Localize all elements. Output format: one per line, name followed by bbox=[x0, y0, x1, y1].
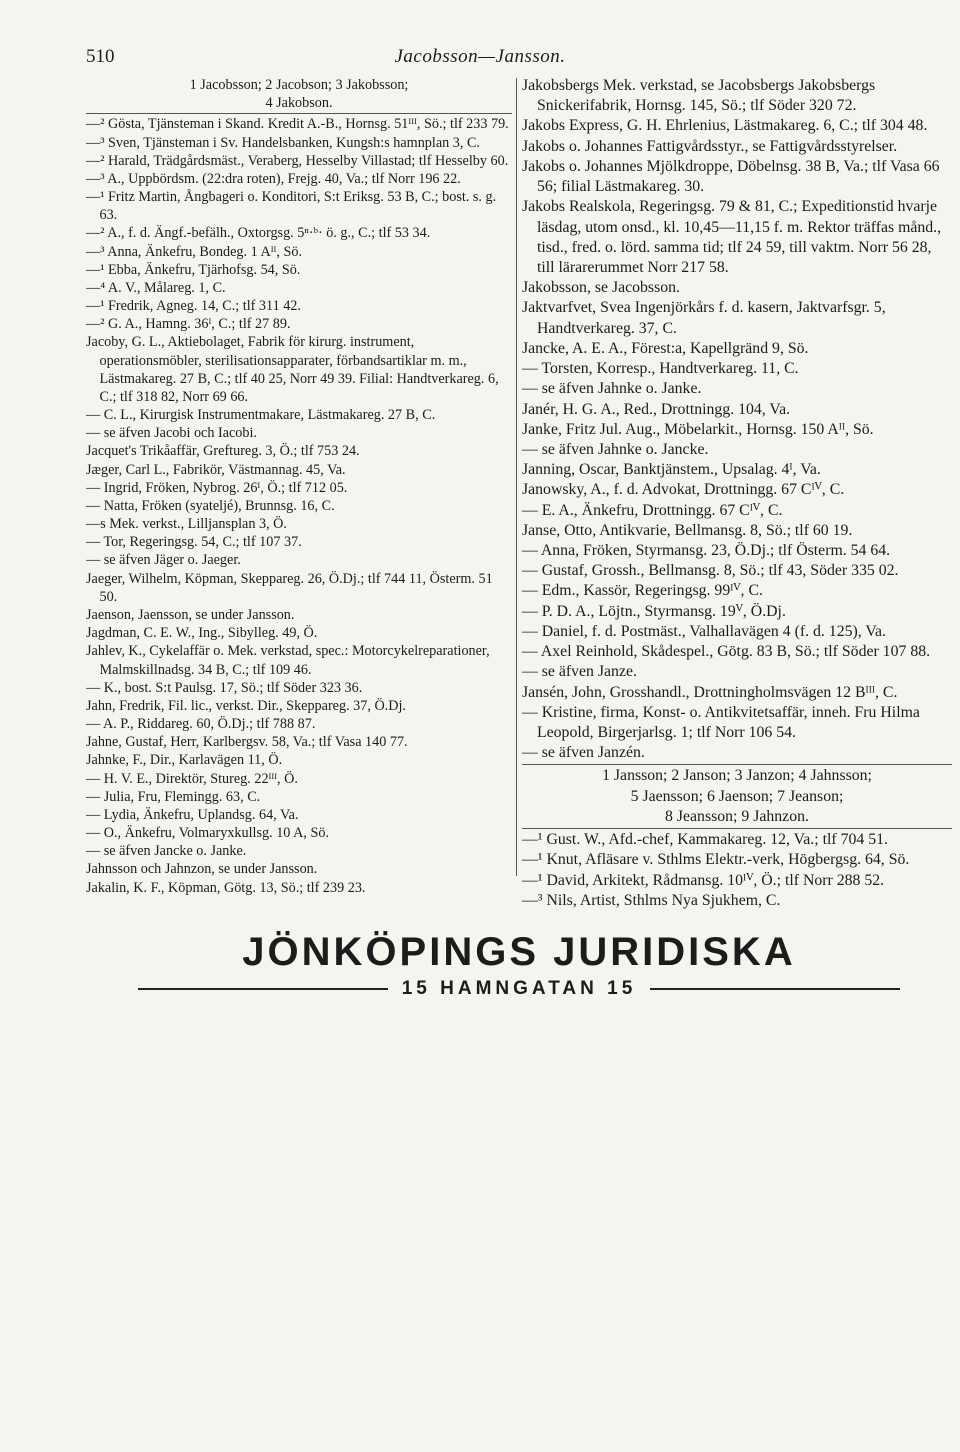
directory-entry: Jacoby, G. L., Aktiebolaget, Fabrik för kirurg. instrument, operationsmöbler, sterilisationsapparater, förbandsartiklar m. m., Lästmakareg. 27 B, C.; tlf 40 25, Norr 49 39. Filial: Handtverkareg. 6, C.; tlf 318 82, Norr 69 66. bbox=[86, 334, 499, 405]
directory-entry: — Gustaf, Grossh., Bellmansg. 8, Sö.; tlf 43, Söder 335 02. bbox=[522, 562, 899, 580]
directory-entry: Jacquet's Trikåaffär, Greftureg. 3, Ö.; tlf 753 24. bbox=[86, 443, 360, 460]
directory-entry: —¹ Fritz Martin, Ångbageri o. Konditori, S:t Eriksg. 53 B, C.; bost. s. g. 63. bbox=[86, 189, 497, 224]
directory-entry: Jakobs o. Johannes Mjölkdroppe, Döbelnsg. 38 B, Va.; tlf Vasa 66 56; filial Lästmakareg. 30. bbox=[522, 157, 940, 196]
directory-entry: —³ Anna, Änkefru, Bondeg. 1 Aᴵᴵ, Sö. bbox=[86, 243, 303, 260]
directory-entry: — Julia, Fru, Flemingg. 63, C. bbox=[86, 788, 261, 805]
directory-entry: Janowsky, A., f. d. Advokat, Drottningg. 67 Cᴵⱽ, C. bbox=[522, 481, 845, 499]
directory-entry: Janse, Otto, Antikvarie, Bellmansg. 8, Sö.; tlf 60 19. bbox=[522, 521, 853, 539]
directory-entry: Jakobsson, se Jacobsson. bbox=[522, 279, 680, 297]
directory-entry: Janér, H. G. A., Red., Drottningg. 104, Va. bbox=[522, 400, 791, 418]
directory-entry: — Kristine, firma, Konst- o. Antikvitetsaffär, inneh. Fru Hilma Leopold, Birgerjarlsg. 1; tlf Norr 106 54. bbox=[522, 703, 920, 741]
directory-entry: — E. A., Änkefru, Drottningg. 67 Cᴵⱽ, C. bbox=[522, 501, 783, 519]
directory-entry: 8 Jeansson; 9 Jahnzon. bbox=[665, 807, 809, 825]
directory-entry: — H. V. E., Direktör, Stureg. 22ᴵᴵᴵ, Ö. bbox=[86, 770, 298, 787]
directory-entry: —s Mek. verkst., Lilljansplan 3, Ö. bbox=[86, 516, 287, 533]
directory-entry: — K., bost. S:t Paulsg. 17, Sö.; tlf Söder 323 36. bbox=[86, 679, 363, 696]
directory-entry: Jaktvarfvet, Svea Ingenjörkårs f. d. kasern, Jaktvarfsgr. 5, Handtverkareg. 37, C. bbox=[522, 299, 886, 337]
directory-entry: Janke, Fritz Jul. Aug., Möbelarkit., Hornsg. 150 Aᴵᴵ, Sö. bbox=[522, 420, 874, 438]
directory-entry: — se äfven Jahnke o. Janke. bbox=[522, 380, 702, 398]
right-column bbox=[522, 76, 952, 911]
directory-entry: Janning, Oscar, Banktjänstem., Upsalag. 4ᴵ, Va. bbox=[522, 461, 821, 479]
directory-entry: Jahn, Fredrik, Fil. lic., verkst. Dir., Skeppareg. 37, Ö.Dj. bbox=[86, 697, 406, 714]
page-number: 510 bbox=[86, 46, 115, 67]
directory-entry: Jahlev, K., Cykelaffär o. Mek. verkstad, spec.: Motorcykelreparationer, Malmskillnadsg. 34 B, C.; tlf 109 46. bbox=[86, 643, 490, 678]
column-divider bbox=[516, 78, 517, 876]
directory-entry: Jæger, Carl L., Fabrikör, Västmannag. 45, Va. bbox=[86, 461, 346, 478]
directory-entry: — se äfven Jancke o. Janke. bbox=[86, 843, 247, 860]
page-header bbox=[86, 46, 874, 72]
directory-entry: Jagdman, C. E. W., Ing., Sibylleg. 49, Ö. bbox=[86, 625, 318, 642]
directory-entry: — Anna, Fröken, Styrmansg. 23, Ö.Dj.; tlf Österm. 54 64. bbox=[522, 542, 891, 560]
directory-entry: —¹ Knut, Afläsare v. Sthlms Elektr.-verk, Högbergsg. 64, Sö. bbox=[522, 851, 910, 869]
directory-entry: 4 Jakobson. bbox=[265, 95, 333, 112]
rule-left bbox=[138, 988, 388, 990]
directory-entry: Jakalin, K. F., Köpman, Götg. 13, Sö.; tlf 239 23. bbox=[86, 879, 366, 896]
rule-right bbox=[650, 988, 900, 990]
directory-entry: — Daniel, f. d. Postmäst., Valhallavägen 4 (f. d. 125), Va. bbox=[522, 622, 886, 640]
directory-entry: — Lydia, Änkefru, Uplandsg. 64, Va. bbox=[86, 806, 299, 823]
directory-entry: — Axel Reinhold, Skådespel., Götg. 83 B, Sö.; tlf Söder 107 88. bbox=[522, 643, 931, 661]
directory-entry: — se äfven Jahnke o. Jancke. bbox=[522, 440, 709, 458]
directory-entry: — Torsten, Korresp., Handtverkareg. 11, C. bbox=[522, 360, 799, 378]
directory-entry: 1 Jansson; 2 Janson; 3 Janzon; 4 Jahnsson; bbox=[602, 767, 872, 785]
advertisement bbox=[86, 930, 952, 1000]
directory-entry: — se äfven Janzén. bbox=[522, 744, 645, 762]
directory-entry: —⁴ A. V., Målareg. 1, C. bbox=[86, 279, 226, 296]
directory-entry: Jaenson, Jaensson, se under Jansson. bbox=[86, 606, 295, 623]
directory-entry: — se äfven Janze. bbox=[522, 663, 637, 681]
directory-entry: Jaeger, Wilhelm, Köpman, Skeppareg. 26, Ö.Dj.; tlf 744 11, Österm. 51 50. bbox=[86, 570, 493, 605]
advertisement-name: JÖNKÖPINGS JURIDISKA bbox=[242, 930, 796, 974]
left-column bbox=[86, 76, 512, 897]
directory-entry: Jakobsbergs Mek. verkstad, se Jacobsbergs Jakobsbergs Snickerifabrik, Hornsg. 145, Sö.; tlf Söder 320 72. bbox=[522, 77, 876, 115]
directory-entry: — Ingrid, Fröken, Nybrog. 26ᴵ, Ö.; tlf 712 05. bbox=[86, 479, 348, 496]
directory-entry: — C. L., Kirurgisk Instrumentmakare, Lästmakareg. 27 B, C. bbox=[86, 407, 436, 424]
directory-entry: — Edm., Kassör, Regeringsg. 99ᴵⱽ, C. bbox=[522, 582, 763, 600]
running-title: Jacobsson—Jansson. bbox=[394, 46, 566, 67]
directory-entry: Jansén, John, Grosshandl., Drottningholmsvägen 12 Bᴵᴵᴵ, C. bbox=[522, 683, 898, 701]
directory-entry: — Natta, Fröken (syateljé), Brunnsg. 16, C. bbox=[86, 497, 335, 514]
directory-entry: Jancke, A. E. A., Förest:a, Kapellgränd 9, Sö. bbox=[522, 339, 809, 357]
directory-entry: —² A., f. d. Ängf.-befälh., Oxtorgsg. 5ⁿ·ᵇ· ö. g., C.; tlf 53 34. bbox=[86, 225, 431, 242]
directory-entry: —³ Nils, Artist, Sthlms Nya Sjukhem, C. bbox=[522, 891, 781, 909]
section-rule bbox=[522, 764, 952, 765]
directory-entry: — se äfven Jacobi och Iacobi. bbox=[86, 425, 257, 442]
section-rule bbox=[86, 113, 512, 114]
section-rule bbox=[522, 828, 952, 829]
directory-entry: Jahne, Gustaf, Herr, Karlbergsv. 58, Va.; tlf Vasa 140 77. bbox=[86, 734, 408, 751]
directory-entry: — O., Änkefru, Volmaryxkullsg. 10 A, Sö. bbox=[86, 825, 330, 842]
directory-entry: — P. D. A., Löjtn., Styrmansg. 19ⱽ, Ö.Dj. bbox=[522, 602, 786, 620]
advertisement-address-row bbox=[86, 978, 952, 1000]
directory-entry: —¹ Gust. W., Afd.-chef, Kammakareg. 12, Va.; tlf 704 51. bbox=[522, 831, 888, 849]
directory-entry: —¹ David, Arkitekt, Rådmansg. 10ᴵⱽ, Ö.; tlf Norr 288 52. bbox=[522, 871, 885, 889]
directory-entry: Jakobs Express, G. H. Ehrlenius, Lästmakareg. 6, C.; tlf 304 48. bbox=[522, 117, 928, 135]
directory-entry: Jahnsson och Jahnzon, se under Jansson. bbox=[86, 861, 318, 878]
advertisement-address: 15 HAMNGATAN 15 bbox=[401, 978, 637, 999]
directory-entry: —³ Sven, Tjänsteman i Sv. Handelsbanken, Kungsh:s hamnplan 3, C. bbox=[86, 134, 480, 151]
directory-entry: Jakobs Realskola, Regeringsg. 79 & 81, C.; Expeditionstid hvarje läsdag, utom onsd., kl. 10,45—11,15 f. m. Rektor träffas månd., tisd., fred. o. lörd. samma tid; tlf 24 59, till vaktm. Norr 56 28, till lärarerummet Norr 217 58. bbox=[522, 198, 942, 276]
directory-entry: — se äfven Jäger o. Jaeger. bbox=[86, 552, 241, 569]
directory-entry: —³ A., Uppbördsm. (22:dra roten), Frejg. 40, Va.; tlf Norr 196 22. bbox=[86, 170, 461, 187]
directory-entry: —² Gösta, Tjänsteman i Skand. Kredit A.-B., Hornsg. 51ᴵᴵᴵ, Sö.; tlf 233 79. bbox=[86, 116, 509, 133]
directory-entry: Jahnke, F., Dir., Karlavägen 11, Ö. bbox=[86, 752, 283, 769]
directory-entry: 5 Jaensson; 6 Jaenson; 7 Jeanson; bbox=[630, 787, 844, 805]
directory-entry: 1 Jacobsson; 2 Jacobson; 3 Jakobsson; bbox=[189, 77, 409, 93]
directory-entry: —¹ Fredrik, Agneg. 14, C.; tlf 311 42. bbox=[86, 298, 301, 315]
directory-entry: — Tor, Regeringsg. 54, C.; tlf 107 37. bbox=[86, 534, 302, 551]
directory-entry: —² Harald, Trädgårdsmäst., Veraberg, Hesselby Villastad; tlf Hesselby 60. bbox=[86, 152, 509, 169]
directory-entry: Jakobs o. Johannes Fattigvårdsstyr., se Fattigvårdsstyrelser. bbox=[522, 137, 898, 155]
directory-entry: —¹ Ebba, Änkefru, Tjärhofsg. 54, Sö. bbox=[86, 261, 301, 278]
directory-entry: —² G. A., Hamng. 36ᴵ, C.; tlf 27 89. bbox=[86, 316, 291, 333]
directory-entry: — A. P., Riddareg. 60, Ö.Dj.; tlf 788 87. bbox=[86, 716, 316, 733]
